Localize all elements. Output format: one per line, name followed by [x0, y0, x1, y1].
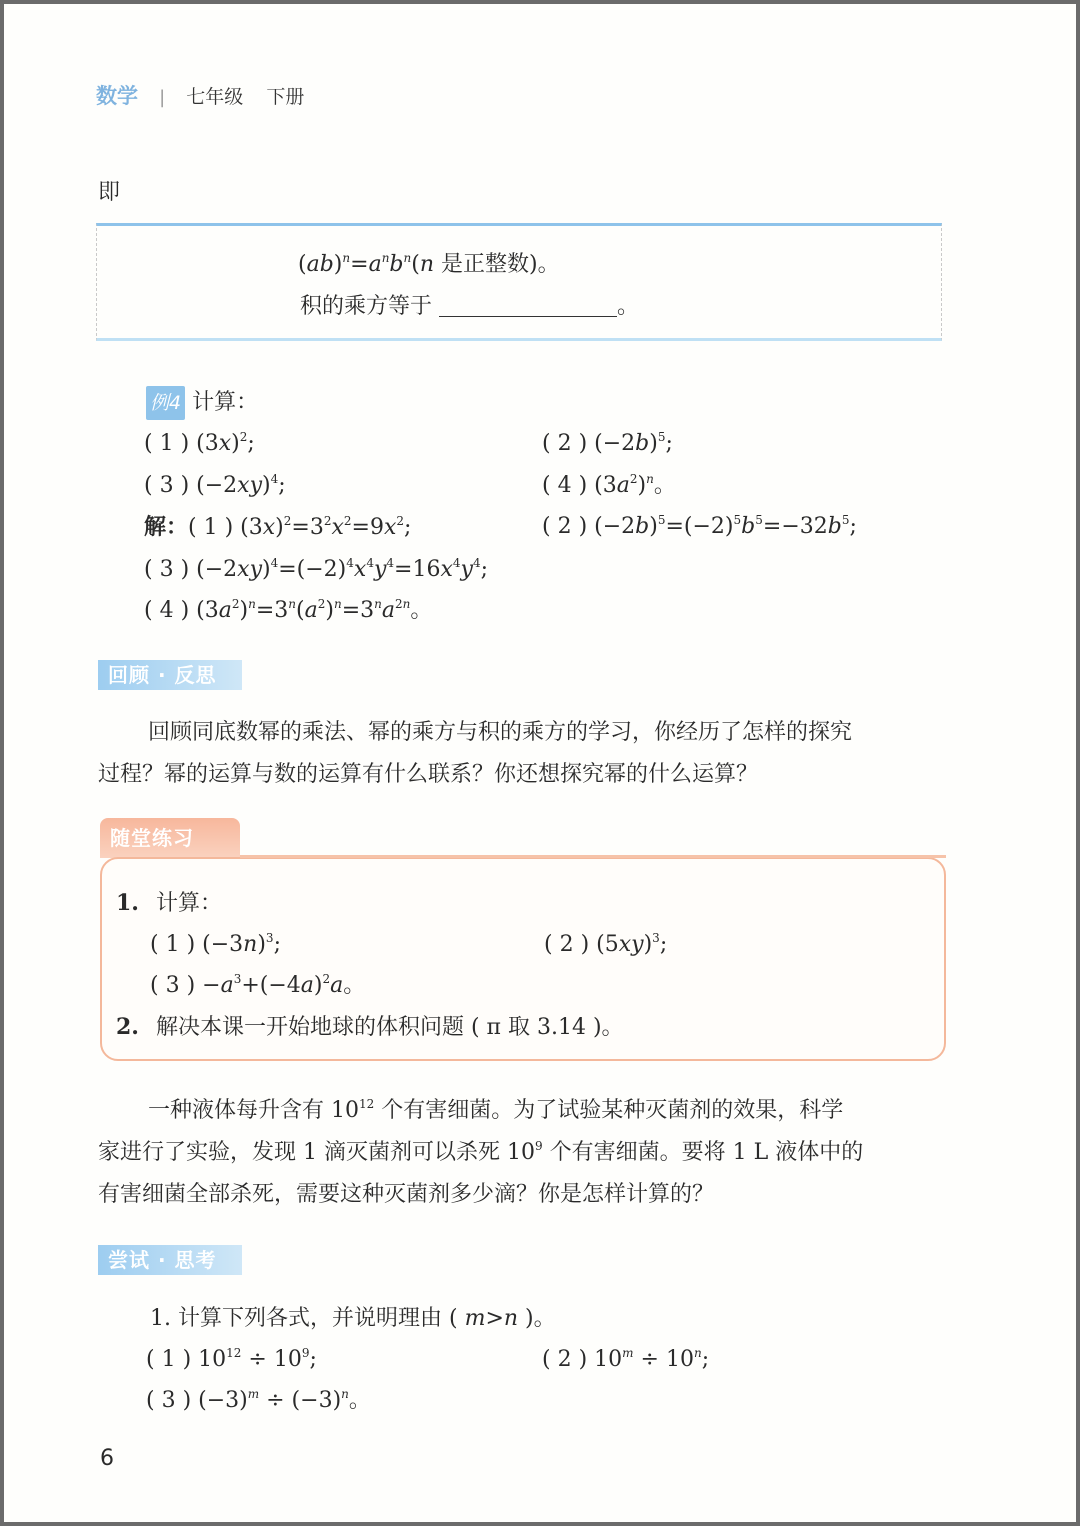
problem-line-2: 家进行了实验，发现 1 滴灭菌剂可以杀死 $10^9$ 个有害细菌。要将 1 L 液体中的: [98, 1139, 864, 1165]
rule-end: 。: [617, 294, 640, 319]
example-tag: 例4: [146, 386, 185, 420]
product-power-formula: $(ab)^n=a^nb^n(n$ 是正整数)。: [298, 251, 560, 277]
intro-word: 即: [98, 180, 121, 205]
practice-question-2: ( 2 ) $(5xy)^3$;: [544, 931, 668, 957]
problem-line-1: 一种液体每升含有 $10^{12}$ 个有害细菌。为了试验某种灭菌剂的效果，科学: [148, 1097, 844, 1123]
header-subject: 数学: [96, 84, 138, 108]
formula-box: [96, 223, 942, 341]
review-line-1: 回顾同底数幂的乘法、幂的乘方与积的乘方的学习，你经历了怎样的探究: [148, 720, 853, 745]
product-power-rule: [300, 292, 639, 322]
example-question-2: ( 2 ) $(-2b)^5$;: [542, 430, 673, 456]
header-volume: 下册: [266, 86, 305, 108]
practice-item-1-title: 计算：: [155, 891, 222, 916]
practice-tag: 随堂练习: [100, 818, 240, 858]
practice-item-2-num: 2.: [116, 1014, 139, 1040]
practice-question-3: ( 3 ) $-a^3+(-4a)^2a$。: [150, 972, 366, 998]
problem-line-3: 有害细菌全部杀死，需要这种灭菌剂多少滴？你是怎样计算的？: [98, 1182, 715, 1207]
solution-4: ( 4 ) $(3a^2)^n=3^n(a^2)^n=3^na^{2n}$。: [144, 597, 433, 623]
solution-1: 解：( 1 ) $(3x)^2=3^2x^2=9x^2$;: [144, 514, 412, 540]
solution-2: ( 2 ) $(-2b)^5=(-2)^5b^5=-32b^5$;: [542, 513, 857, 539]
solution-3: ( 3 ) $(-2xy)^4=(-2)^4x^4y^4=16x^4y^4$;: [144, 556, 489, 582]
fill-blank: [439, 294, 617, 317]
practice-item-1-num: 1.: [116, 890, 139, 916]
solution-label: 解：: [144, 514, 189, 540]
example-heading: [146, 386, 258, 420]
example-question-4: ( 4 ) $(3a^2)^n$。: [542, 472, 676, 498]
header-separator: |: [159, 87, 166, 108]
try-think-tag: 尝试 · 思考: [98, 1245, 242, 1275]
practice-item-2-text: 解决本课一开始地球的体积问题 ( π 取 3.14 )。: [155, 1015, 624, 1040]
try-question-1: ( 1 ) $10^{12} \div 10^9$;: [146, 1346, 317, 1372]
try-item-1: 1. 计算下列各式，并说明理由 ( m>n )。: [150, 1306, 556, 1331]
textbook-page: [4, 4, 1076, 1522]
practice-item-2: [116, 1012, 624, 1043]
header-grade: 七年级: [186, 86, 244, 108]
example-question-3: ( 3 ) $(-2xy)^4$;: [144, 472, 286, 498]
page-header: [96, 80, 304, 110]
example-question-1: ( 1 ) $(3x)^2$;: [144, 430, 255, 456]
example-title: 计算：: [192, 390, 259, 415]
page-number: 6: [100, 1446, 114, 1471]
review-tag: 回顾 · 反思: [98, 660, 242, 690]
try-question-3: ( 3 ) $(-3)^m \div (-3)^n$。: [146, 1387, 371, 1413]
review-line-2: 过程？幂的运算与数的运算有什么联系？你还想探究幂的什么运算？: [98, 762, 759, 787]
practice-item-1: [116, 888, 222, 919]
rule-text: 积的乘方等于: [300, 294, 433, 319]
practice-question-1: ( 1 ) $(-3n)^3$;: [150, 931, 281, 957]
practice-top-rule: [240, 855, 946, 858]
try-question-2: ( 2 ) $10^m \div 10^n$;: [542, 1346, 710, 1372]
